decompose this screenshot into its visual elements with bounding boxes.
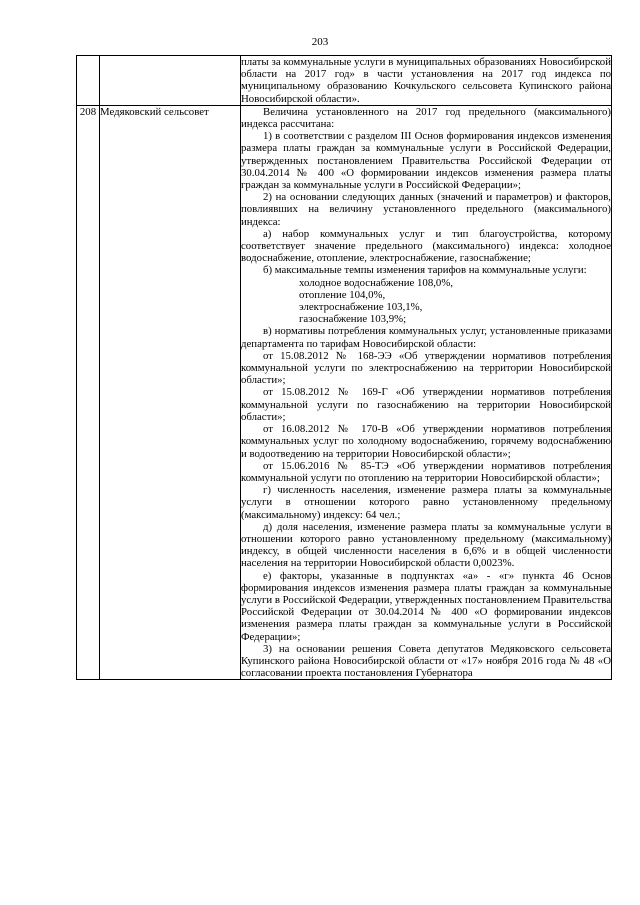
paragraph: 3) на основании решения Совета депутатов Медяковского сельсовета Купинского района Новосибирской области от «17» ноября 2016 года № 48 «О согласовании проекта постановления Губернатора bbox=[241, 642, 611, 680]
paragraph: б) максимальные темпы изменения тарифов на коммунальные услуги: bbox=[263, 264, 587, 277]
row-number-cell bbox=[77, 56, 100, 106]
table-row bbox=[77, 56, 612, 106]
tariff-item: отопление 104,0%, bbox=[299, 288, 386, 301]
paragraph: е) факторы, указанные в подпунктах «а» - «г» пункта 46 Основ формирования индексов изменения размера платы граждан за коммунальные услуги в Российской Федерации, утвержденных постановлением Правительства Российской Федерации от 30.04.2014 № 400 «О формировании индексов изменения размера платы граждан за коммунальные услуги в Российской Федерации»; bbox=[241, 569, 611, 643]
paragraph: от 16.08.2012 № 170-В «Об утверждении нормативов потребления коммунальных услуг по холодному водоснабжению, горячему водоснабжению и водоотведению на территории Новосибирской области»; bbox=[241, 423, 611, 460]
paragraph: от 15.06.2016 № 85-ТЭ «Об утверждении нормативов потребления коммунальной услуги по отоплению на территории Новосибирской области»; bbox=[241, 459, 611, 484]
paragraph: от 15.08.2012 № 169-Г «Об утверждении нормативов потребления коммунальной услуги по газоснабжению на территории Новосибирской области»; bbox=[241, 386, 611, 423]
page-number: 203 bbox=[311, 36, 329, 48]
paragraph: в) нормативы потребления коммунальных услуг, установленные приказами департамента по тарифам Новосибирской области: bbox=[241, 325, 611, 350]
tariff-list bbox=[241, 277, 611, 326]
municipality-name-cell: Медяковский сельсовет bbox=[100, 105, 241, 680]
tariff-item: холодное водоснабжение 108,0%, bbox=[299, 276, 454, 289]
paragraph: от 15.08.2012 № 168-ЭЭ «Об утверждении нормативов потребления коммунальной услуги по электроснабжению на территории Новосибирской области»; bbox=[241, 349, 611, 387]
paragraph: г) численность населения, изменение размера платы за коммунальные услуги в отношении которого равно установленному предельному (максимальному) индексу: 64 чел.; bbox=[241, 484, 611, 521]
table-row bbox=[77, 105, 612, 680]
description-cell bbox=[241, 56, 612, 106]
paragraph: 1) в соответствии с разделом III Основ формирования индексов изменения размера платы граждан за коммунальные услуги в Российской Федерации, утвержденных постановлением Правительства Российской Федерации от 30.04.2014 № 400 «О формировании индексов изменения размера платы граждан за коммунальные услуги в Российской Федерации»; bbox=[241, 130, 611, 192]
paragraph: 2) на основании следующих данных (значений и параметров) и факторов, повлиявших на величину установленного предельного (максимального) индекса: bbox=[241, 191, 611, 228]
tariff-item: газоснабжение 103,9%; bbox=[299, 313, 407, 326]
description-cell bbox=[241, 105, 612, 680]
data-table bbox=[76, 55, 612, 680]
paragraph: платы за коммунальные услуги в муниципальных образованиях Новосибирской области на 2017 год» в части установления на 2017 год индекса по муниципальному образованию Кочкульского сельсовета Купинского района Новосибирской области». bbox=[241, 56, 611, 105]
paragraph: д) доля населения, изменение размера платы за коммунальные услуги в отношении которого равно установленному предельному (максимальному) индексу, в общей численности населения в 6,6% и в общей численности населения на территории Новосибирской области 0,0023%. bbox=[241, 520, 611, 570]
row-number-cell: 208 bbox=[77, 105, 100, 680]
tariff-item: электроснабжение 103,1%, bbox=[299, 301, 423, 314]
municipality-name-cell bbox=[100, 56, 241, 106]
paragraph: Величина установленного на 2017 год предельного (максимального) индекса рассчитана: bbox=[241, 105, 611, 131]
paragraph: а) набор коммунальных услуг и тип благоустройства, которому соответствует значение предельного (максимального) индекса: холодное водоснабжение, отопление, электроснабжение, газоснабжение; bbox=[241, 227, 611, 265]
